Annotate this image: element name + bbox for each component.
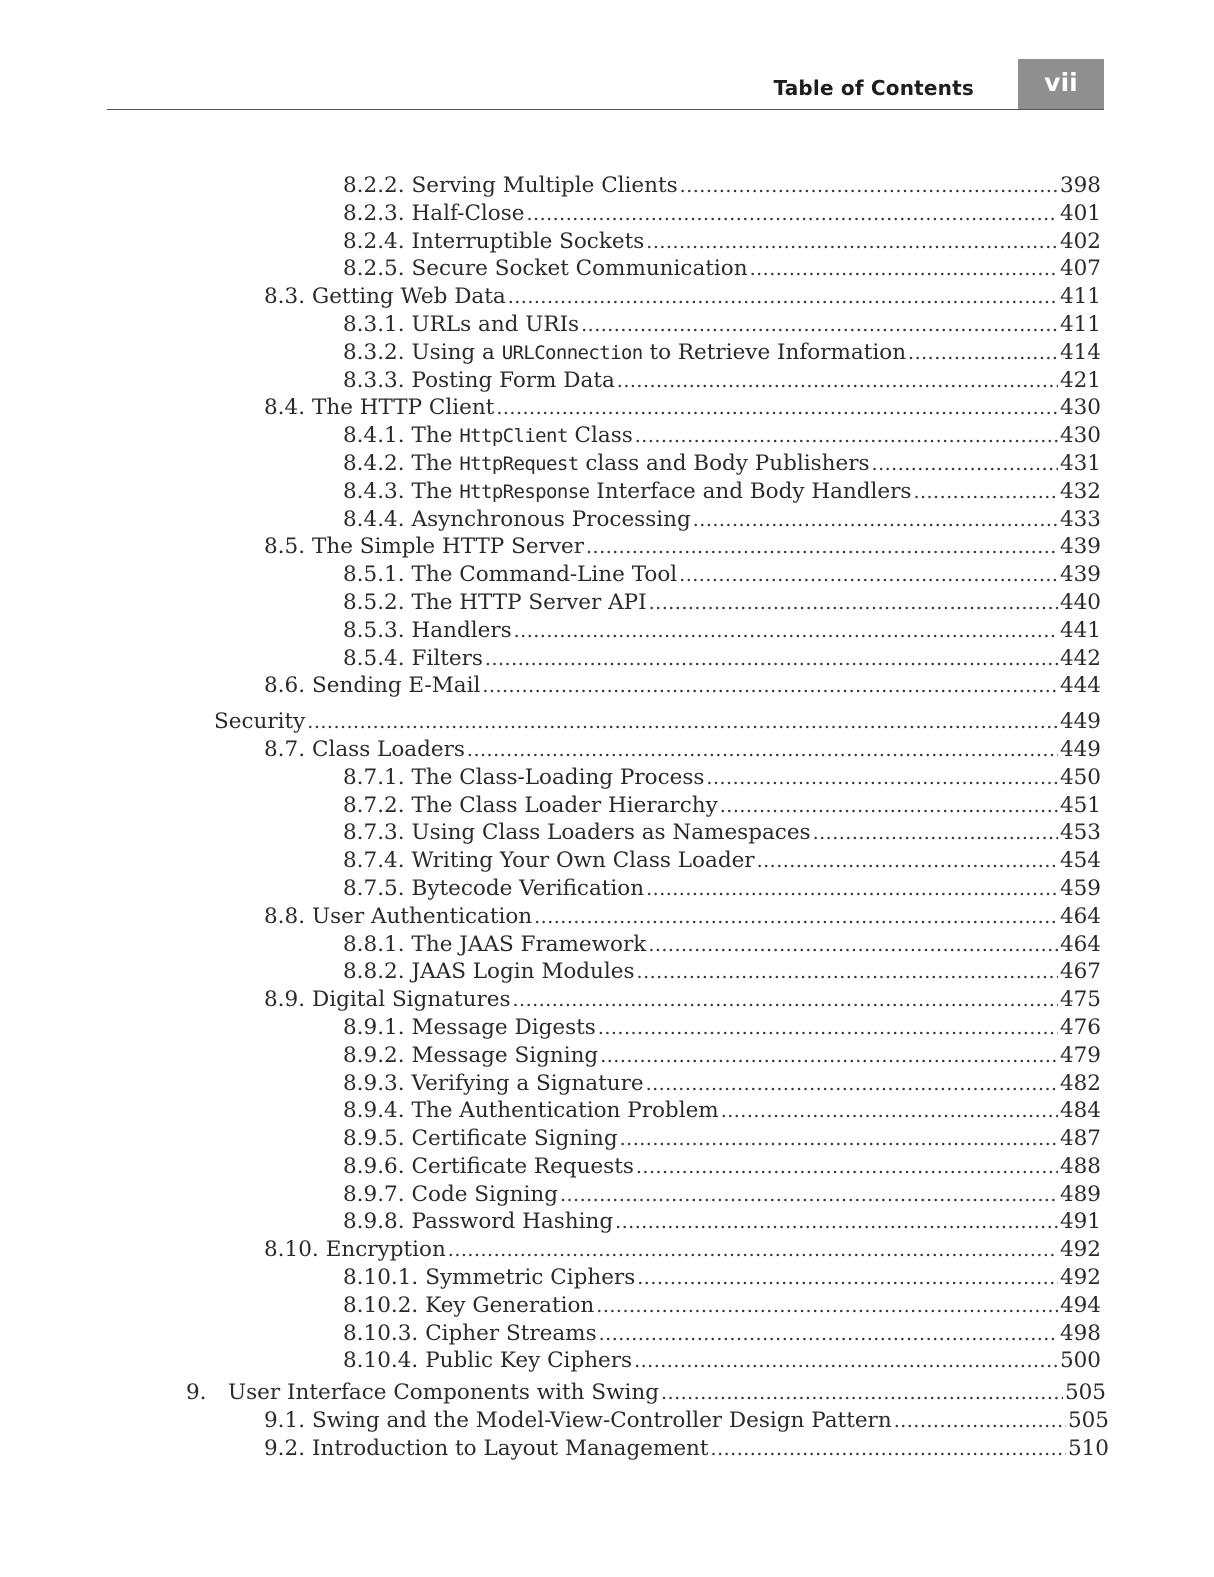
toc-section-number: 8.8.2. [343, 959, 405, 985]
toc-title-text: class and Body Publishers [585, 450, 870, 476]
toc-title: Interruptible Sockets [411, 228, 645, 254]
dot-leader [485, 646, 1058, 674]
toc-section-number: 9.1. [264, 1408, 306, 1434]
toc-page-number: 505 [1064, 1380, 1106, 1406]
toc-title-text: The [411, 423, 453, 449]
dot-leader [496, 395, 1058, 423]
toc-section-number: 8.8. [264, 903, 306, 929]
toc-entry [0, 339, 1101, 367]
toc-page-number: 398 [1059, 173, 1101, 198]
toc-entry [0, 958, 1101, 986]
toc-title: The Authentication Problem [411, 1098, 719, 1124]
toc-page-number: 431 [1059, 450, 1101, 476]
dot-leader [693, 507, 1058, 535]
toc-entry [0, 819, 1101, 847]
toc-section-number: 8.9.3. [343, 1070, 405, 1096]
toc-title: Message Digests [411, 1014, 596, 1040]
toc-title: Verifying a Signature [411, 1070, 644, 1096]
dot-leader [908, 340, 1058, 368]
toc-title: Introduction to Layout Management [312, 1435, 709, 1461]
toc-entry [0, 1097, 1101, 1125]
dot-leader [913, 479, 1058, 507]
toc-entry [0, 1379, 1106, 1407]
toc-section-number: 8.9. [264, 987, 306, 1013]
toc-entry [0, 1435, 1109, 1463]
toc-page-number: 401 [1059, 200, 1101, 226]
toc-title: User Authentication [312, 903, 533, 929]
toc-entry [0, 172, 1101, 200]
toc-title-text: Class [574, 423, 633, 449]
toc-entry [0, 986, 1101, 1014]
toc-title: The Class-Loading Process [411, 764, 705, 790]
toc-title: Secure Socket Communication [411, 256, 748, 282]
toc-title: Cipher Streams [425, 1320, 597, 1346]
toc-page-number: 510 [1067, 1435, 1109, 1461]
dot-leader [598, 1015, 1058, 1043]
toc-section-number: 8.6. [264, 673, 306, 699]
toc-section-number: 8.3.3. [343, 367, 405, 393]
toc-entry [0, 1236, 1101, 1264]
toc-page-number: 498 [1059, 1320, 1101, 1346]
toc-section-number: 8.3.2. [343, 339, 405, 365]
toc-page-number: 411 [1059, 311, 1101, 337]
toc-title: Swing and the Model-View-Controller Design Pattern [312, 1408, 892, 1434]
toc-title: Posting Form Data [411, 367, 615, 393]
toc-section-number: 8.7.4. [343, 848, 405, 874]
toc-entry [0, 450, 1101, 478]
toc-title: Certificate Requests [411, 1153, 634, 1179]
toc-section-number: 9.2. [264, 1435, 306, 1461]
toc-title-text: to Retrieve Information [649, 339, 907, 365]
toc-page-number: 421 [1059, 367, 1101, 393]
dot-leader [648, 932, 1058, 960]
toc-title: Sending E-Mail [312, 673, 481, 699]
toc-entry [0, 228, 1101, 256]
toc-section-number: 8.2.4. [343, 228, 405, 254]
toc-entry [0, 311, 1101, 339]
toc-entry [0, 903, 1101, 931]
toc-page-number: 491 [1059, 1209, 1101, 1235]
toc-page-number: 479 [1059, 1042, 1101, 1068]
toc-page-number: 414 [1059, 339, 1101, 365]
toc-entry [0, 1264, 1101, 1292]
toc-title-text: Using a [411, 339, 495, 365]
toc-page-number: 451 [1059, 792, 1101, 818]
toc-page-number: 432 [1059, 478, 1101, 504]
dot-leader [600, 1043, 1058, 1071]
toc-section-number: 8.9.4. [343, 1098, 405, 1124]
toc-section-number: 8.10. [264, 1237, 319, 1263]
toc-title: Digital Signatures [312, 987, 511, 1013]
toc-entry [0, 561, 1101, 589]
dot-leader [467, 737, 1058, 765]
toc-title: Symmetric Ciphers [425, 1265, 636, 1291]
toc-title: Filters [411, 645, 483, 671]
toc-section-number: 8.9.5. [343, 1126, 405, 1152]
dot-leader [711, 1436, 1066, 1464]
toc-page-number: 487 [1059, 1126, 1101, 1152]
table-of-contents [0, 172, 1214, 1463]
dot-leader [620, 1126, 1058, 1154]
toc-section-number: 8.7.3. [343, 820, 405, 846]
running-header [107, 59, 1104, 110]
toc-page-number: 439 [1059, 534, 1101, 560]
dot-leader [649, 590, 1058, 618]
toc-entry [0, 1320, 1101, 1348]
dot-leader [680, 173, 1058, 201]
toc-page-number: 454 [1059, 848, 1101, 874]
toc-section-number: 8.5. [264, 534, 306, 560]
toc-section-number: 8.4. [264, 395, 306, 421]
toc-title: The Class Loader Hierarchy [411, 792, 718, 818]
toc-entry [0, 1347, 1101, 1375]
toc-entry [0, 255, 1101, 283]
dot-leader [646, 229, 1058, 257]
toc-title-code: HttpRequest [459, 452, 579, 475]
toc-entry [0, 1153, 1101, 1181]
toc-section-number: 8.9.6. [343, 1153, 405, 1179]
toc-section-number: 8.5.3. [343, 617, 405, 643]
toc-entry [0, 1125, 1101, 1153]
dot-leader [526, 201, 1057, 229]
toc-section-number: 8.4.2. [343, 450, 405, 476]
dot-leader [581, 312, 1058, 340]
toc-entry [0, 617, 1101, 645]
toc-section-number: 8.8.1. [343, 931, 405, 957]
toc-section-number: 8.10.2. [343, 1292, 419, 1318]
toc-entry [0, 1042, 1101, 1070]
toc-title: Asynchronous Processing [411, 506, 691, 532]
toc-section-number: 8.10.4. [343, 1348, 419, 1374]
toc-title: The JAAS Framework [411, 931, 647, 957]
toc-title-code: HttpClient [459, 425, 568, 448]
toc-title: Password Hashing [411, 1209, 614, 1235]
dot-leader [646, 876, 1058, 904]
toc-title: Message Signing [411, 1042, 599, 1068]
toc-entry [0, 283, 1101, 311]
toc-title-text: The [411, 478, 453, 504]
toc-title: Getting Web Data [312, 284, 506, 310]
dot-leader [634, 1348, 1058, 1376]
toc-page-number: 450 [1059, 764, 1101, 790]
toc-section-number: 8.7.1. [343, 764, 405, 790]
toc-page-number: 476 [1059, 1014, 1101, 1040]
toc-title: Half-Close [411, 200, 525, 226]
toc-section-number: 8.5.4. [343, 645, 405, 671]
toc-title-code: URLConnection [501, 341, 643, 364]
header-title: Table of Contents [773, 76, 974, 100]
toc-page-number: 492 [1059, 1265, 1101, 1291]
toc-entry [0, 1292, 1101, 1320]
toc-page-number: 442 [1059, 645, 1101, 671]
toc-page-number: 407 [1059, 256, 1101, 282]
toc-page-number: 433 [1059, 506, 1101, 532]
dot-leader [514, 618, 1058, 646]
dot-leader [894, 1408, 1066, 1436]
dot-leader [448, 1237, 1058, 1265]
toc-entry [0, 875, 1101, 903]
toc-title: Class Loaders [312, 736, 465, 762]
dot-leader [720, 793, 1058, 821]
toc-title: User Interface Components with Swing [228, 1380, 659, 1406]
toc-section-number: 8.5.1. [343, 562, 405, 588]
toc-title: Security [214, 709, 306, 735]
toc-section-number: 8.9.8. [343, 1209, 405, 1235]
dot-leader [599, 1321, 1058, 1349]
dot-leader [635, 423, 1058, 451]
toc-page-number: 441 [1059, 617, 1101, 643]
toc-section-number: 8.2.5. [343, 256, 405, 282]
toc-title: The HTTP Client [312, 395, 495, 421]
toc-title: The HTTP Server API [411, 589, 647, 615]
dot-leader [757, 848, 1058, 876]
toc-page-number: 402 [1059, 228, 1101, 254]
dot-leader [661, 1380, 1063, 1408]
toc-section-number: 8.10.1. [343, 1265, 419, 1291]
toc-page-number: 430 [1059, 423, 1101, 449]
toc-section-number: 8.3.1. [343, 311, 405, 337]
toc-title [405, 422, 633, 451]
dot-leader [706, 765, 1058, 793]
dot-leader [534, 904, 1058, 932]
toc-title [405, 450, 870, 479]
dot-leader [750, 256, 1058, 284]
dot-leader [586, 534, 1058, 562]
toc-entry [0, 672, 1101, 700]
dot-leader [872, 451, 1058, 479]
toc-title: Handlers [411, 617, 512, 643]
toc-entry [0, 589, 1101, 617]
toc-section-number: 8.9.7. [343, 1181, 405, 1207]
dot-leader [637, 959, 1058, 987]
toc-title: URLs and URIs [411, 311, 580, 337]
toc-entry [0, 1070, 1101, 1098]
toc-section-number: 8.10.3. [343, 1320, 419, 1346]
dot-leader [636, 1154, 1058, 1182]
toc-entry [0, 645, 1101, 673]
toc-page-number: 453 [1059, 820, 1101, 846]
dot-leader [615, 1209, 1058, 1237]
toc-page-number: 492 [1059, 1237, 1101, 1263]
dot-leader [721, 1098, 1058, 1126]
toc-title: Certificate Signing [411, 1126, 618, 1152]
toc-page-number: 467 [1059, 959, 1101, 985]
toc-title-text: The [411, 450, 453, 476]
toc-title: Encryption [325, 1237, 446, 1263]
toc-entry [0, 847, 1101, 875]
toc-entry [0, 394, 1101, 422]
toc-page-number: 439 [1059, 562, 1101, 588]
toc-page-number: 482 [1059, 1070, 1101, 1096]
toc-title: Using Class Loaders as Namespaces [411, 820, 811, 846]
toc-section-number: 8.2.2. [343, 173, 405, 198]
toc-section-number: 8.5.2. [343, 589, 405, 615]
dot-leader [513, 987, 1058, 1015]
toc-entry [0, 708, 1101, 736]
dot-leader [596, 1293, 1058, 1321]
toc-title: Writing Your Own Class Loader [411, 848, 755, 874]
page-number-box: vii [1018, 59, 1104, 110]
toc-page-number: 449 [1059, 709, 1101, 735]
toc-section-number: 8.7. [264, 736, 306, 762]
toc-page-number: 475 [1059, 987, 1101, 1013]
toc-title-code: HttpResponse [459, 480, 590, 503]
toc-entry [0, 764, 1101, 792]
dot-leader [560, 1182, 1058, 1210]
toc-section-number: 8.4.3. [343, 478, 405, 504]
toc-page-number: 505 [1067, 1408, 1109, 1434]
toc-entry [0, 533, 1101, 561]
toc-title [405, 339, 907, 368]
toc-page-number: 484 [1059, 1098, 1101, 1124]
toc-entry [0, 1407, 1109, 1435]
toc-page-number: 489 [1059, 1181, 1101, 1207]
toc-entry [0, 200, 1101, 228]
toc-chapter-number: 9. [186, 1380, 207, 1406]
toc-entry [0, 506, 1101, 534]
toc-section-number: 8.7.2. [343, 792, 405, 818]
toc-entry [0, 1014, 1101, 1042]
toc-title: Key Generation [425, 1292, 595, 1318]
dot-leader [637, 1265, 1058, 1293]
dot-leader [813, 820, 1058, 848]
toc-entry [0, 931, 1101, 959]
toc-entry [0, 736, 1101, 764]
toc-title-text: Interface and Body Handlers [596, 478, 912, 504]
dot-leader [508, 284, 1058, 312]
toc-page-number: 459 [1059, 875, 1101, 901]
dot-leader [617, 368, 1058, 396]
toc-entry [0, 478, 1101, 506]
toc-section-number: 8.3. [264, 284, 306, 310]
toc-page-number: 444 [1059, 673, 1101, 699]
toc-title: Bytecode Verification [411, 875, 645, 901]
toc-page-number: 411 [1059, 284, 1101, 310]
toc-page-number: 464 [1059, 931, 1101, 957]
toc-section-number: 8.9.2. [343, 1042, 405, 1068]
toc-page-number: 464 [1059, 903, 1101, 929]
toc-page-number: 500 [1059, 1348, 1101, 1374]
toc-page-number: 440 [1059, 589, 1101, 615]
toc-entry [0, 792, 1101, 820]
toc-title: The Simple HTTP Server [312, 534, 584, 560]
toc-page-number: 488 [1059, 1153, 1101, 1179]
header-rule [107, 109, 1104, 110]
toc-entry [0, 1208, 1101, 1236]
toc-section-number: 8.7.5. [343, 875, 405, 901]
toc-title: The Command-Line Tool [411, 562, 678, 588]
toc-title: JAAS Login Modules [411, 959, 635, 985]
toc-entry [0, 1181, 1101, 1209]
dot-leader [679, 562, 1058, 590]
toc-section-number: 8.9.1. [343, 1014, 405, 1040]
toc-title: Code Signing [411, 1181, 558, 1207]
toc-section-number: 8.2.3. [343, 200, 405, 226]
dot-leader [482, 673, 1058, 701]
toc-title: Public Key Ciphers [425, 1348, 633, 1374]
toc-title: Serving Multiple Clients [411, 173, 678, 198]
toc-entry [0, 422, 1101, 450]
toc-section-number: 8.4.4. [343, 506, 405, 532]
toc-page-number: 430 [1059, 395, 1101, 421]
toc-title [405, 478, 912, 507]
toc-section-number: 8.4.1. [343, 423, 405, 449]
toc-page-number: 449 [1059, 736, 1101, 762]
dot-leader [307, 709, 1058, 737]
toc-entry [0, 367, 1101, 395]
toc-page-number: 494 [1059, 1292, 1101, 1318]
dot-leader [646, 1071, 1058, 1099]
